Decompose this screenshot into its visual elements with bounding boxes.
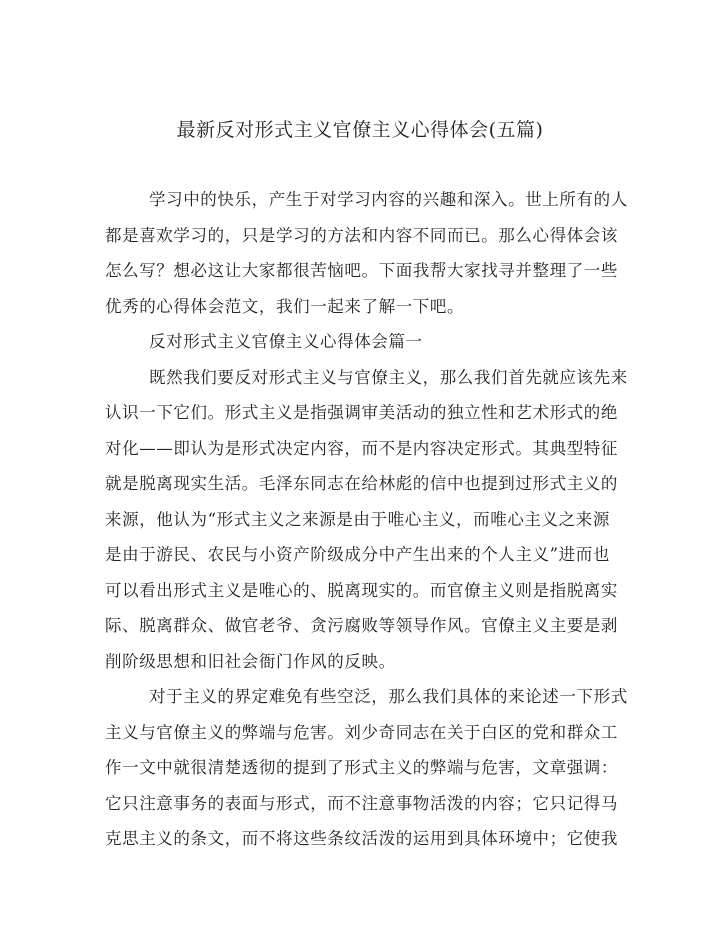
paragraph-line: 就是脱离现实生活。毛泽东同志在给林彪的信中也提到过形式主义的 [105, 474, 618, 493]
section-heading: 反对形式主义官僚主义心得体会篇一 [149, 332, 423, 351]
paragraph-line: 它只注意事务的表面与形式，而不注意事物活泼的内容；它只记得马 [105, 793, 618, 813]
paragraph-intro-line: 都是喜欢学习的，只是学习的方法和内容不同而已。那么心得体会该 [105, 225, 618, 245]
paragraph-intro-line: 优秀的心得体会范文，我们一起来了解一下吧。 [105, 296, 465, 316]
paragraph-line: 既然我们要反对形式主义与官僚主义，那么我们首先就应该先来 [149, 367, 628, 387]
paragraph-line: 来源，他认为“形式主义之来源是由于唯心主义，而唯心主义之来源 [105, 509, 610, 529]
paragraph-line: 作一文中就很清楚透彻的提到了形式主义的弊端与危害，文章强调： [105, 758, 618, 777]
paragraph-line: 可以看出形式主义是唯心的、脱离现实的。而官僚主义则是指脱离实 [105, 580, 618, 600]
paragraph-line: 是由于游民、农民与小资产阶级成分中产生出来的个人主义”进而也 [105, 545, 610, 564]
document-title: 最新反对形式主义官僚主义心得体会(五篇) [176, 119, 544, 141]
paragraph-intro-line: 怎么写？想必这让大家都很苦恼吧。下面我帮大家找寻并整理了一些 [105, 261, 618, 280]
document-body [105, 182, 628, 857]
paragraph-line: 际、脱离群众、做官老爷、贪污腐败等领导作风。官僚主义主要是剥 [105, 616, 618, 635]
paragraph-line: 克思主义的条文，而不将这些条纹活泼的运用到具体环境中；它使我 [105, 829, 618, 848]
paragraph-line: 认识一下它们。形式主义是指强调审美活动的独立性和艺术形式的绝 [105, 403, 618, 422]
paragraph-line: 对化——即认为是形式决定内容，而不是内容决定形式。其典型特征 [105, 438, 618, 458]
paragraph-line: 主义与官僚主义的弊端与危害。刘少奇同志在关于白区的党和群众工 [105, 722, 618, 742]
paragraph-line: 削阶级思想和旧社会衙门作风的反映。 [105, 651, 396, 671]
paragraph-intro-line: 学习中的快乐，产生于对学习内容的兴趣和深入。世上所有的人 [149, 190, 628, 209]
paragraph-line: 对于主义的界定难免有些空泛，那么我们具体的来论述一下形式 [149, 687, 628, 706]
